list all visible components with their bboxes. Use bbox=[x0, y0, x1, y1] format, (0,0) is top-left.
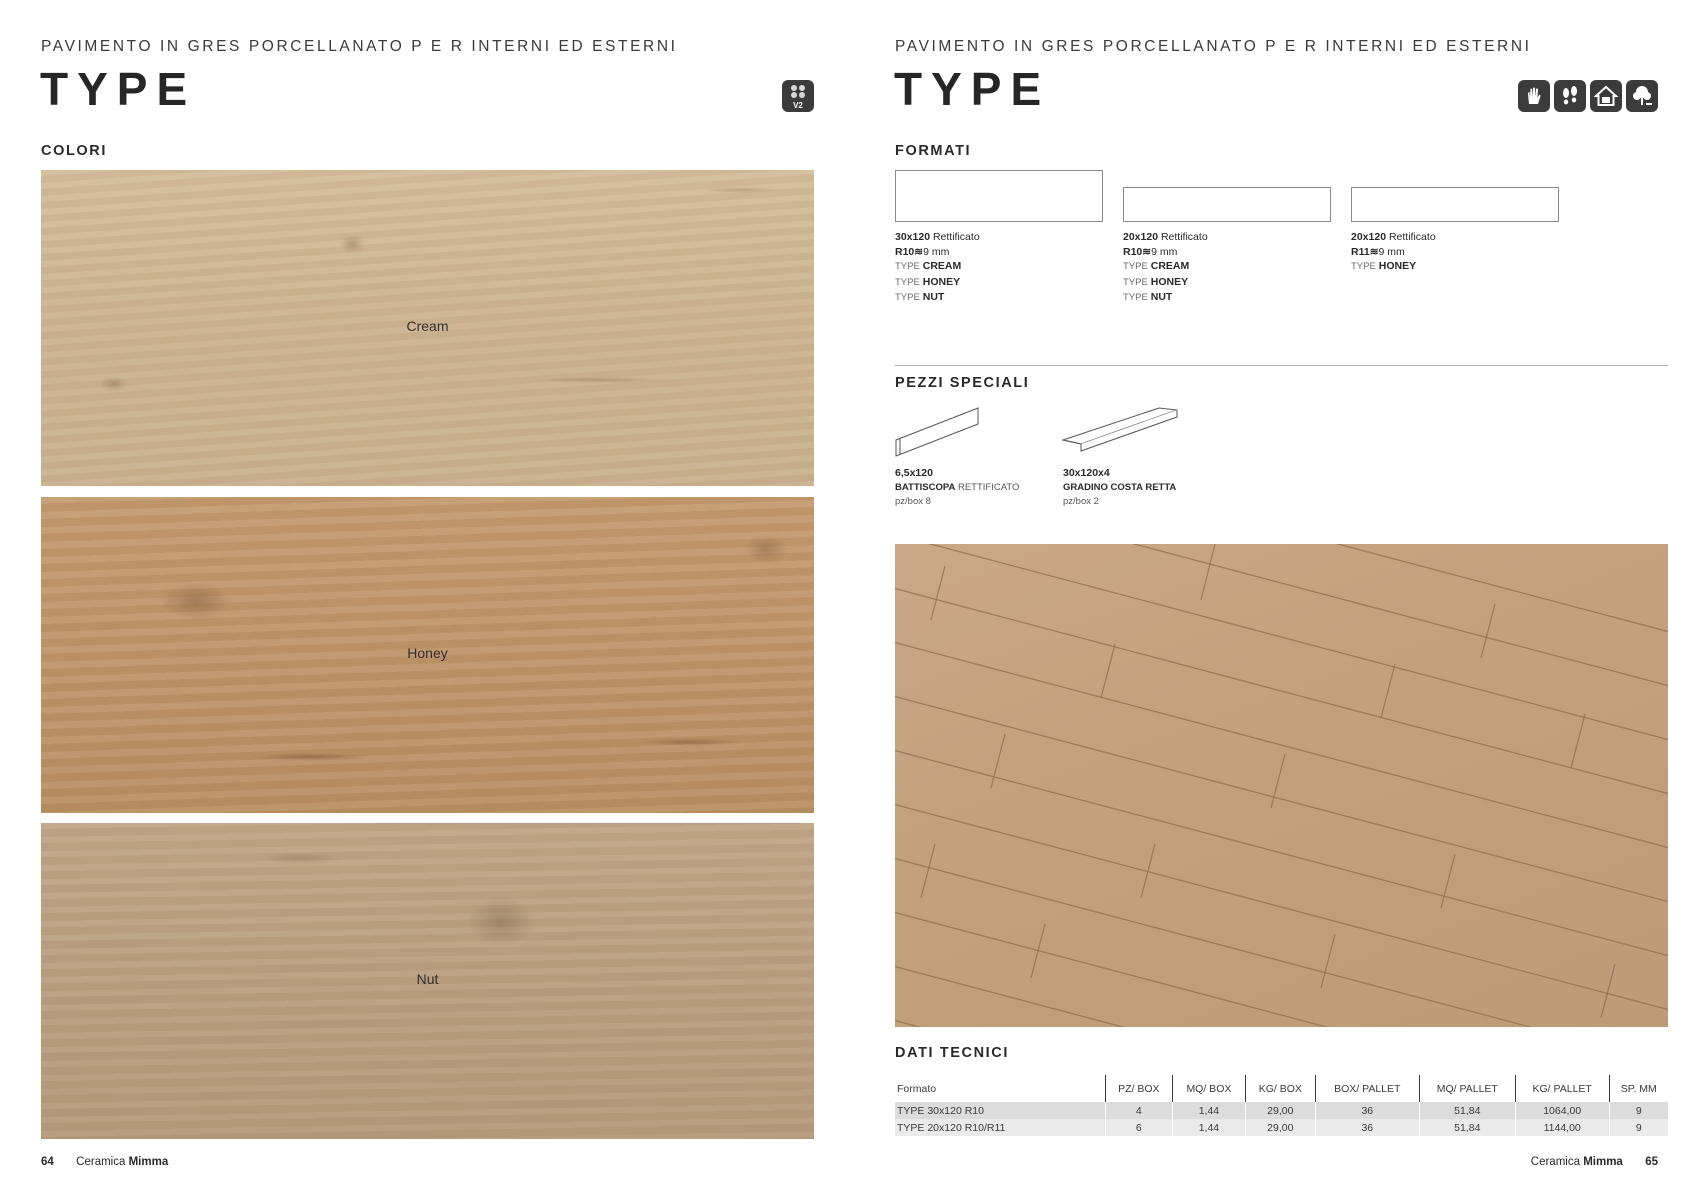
format-finish: Rettificato bbox=[1160, 231, 1208, 243]
slip-rating: R10 bbox=[1123, 245, 1143, 258]
piece-spec bbox=[895, 466, 1019, 510]
table-cell: 1,44 bbox=[1173, 1102, 1246, 1119]
column-header: MQ/ BOX bbox=[1173, 1075, 1246, 1102]
page-subtitle: PAVIMENTO IN GRES PORCELLANATO P E R INTERNI ED ESTERNI bbox=[895, 38, 1532, 55]
format-shape-20x120 bbox=[1123, 187, 1331, 222]
type-name: NUT bbox=[922, 291, 945, 303]
piece-name: BATTISCOPA bbox=[895, 481, 956, 493]
footer-brand: Ceramica bbox=[1530, 1156, 1580, 1168]
table-cell: 36 bbox=[1315, 1102, 1419, 1119]
formati-heading: FORMATI bbox=[895, 143, 972, 159]
type-prefix: TYPE bbox=[895, 276, 920, 288]
page-title: TYPE bbox=[40, 63, 197, 115]
usage-icons bbox=[1518, 80, 1658, 112]
color-variation-icon bbox=[782, 80, 814, 112]
swatch-label: Honey bbox=[407, 645, 448, 661]
step-drawing bbox=[1061, 404, 1181, 459]
type-prefix: TYPE bbox=[1123, 261, 1148, 272]
colors-heading: COLORI bbox=[41, 143, 107, 159]
page-footer bbox=[41, 1156, 168, 1168]
format-size: 20x120 bbox=[1351, 231, 1387, 243]
column-header: KG/ PALLET bbox=[1515, 1075, 1609, 1102]
type-prefix: TYPE bbox=[895, 292, 920, 303]
format-spec: 20x120 Rettificato R11≋9 mm TYPE HONEY bbox=[1351, 231, 1436, 272]
column-header: Formato bbox=[897, 1082, 937, 1095]
piece-size: 6,5x120 bbox=[895, 467, 933, 479]
table-row bbox=[895, 1102, 1668, 1119]
table-cell: TYPE 20x120 R10/R11 bbox=[895, 1119, 1105, 1136]
format-finish: Rettificato bbox=[1388, 231, 1436, 243]
table-cell: 9 bbox=[1609, 1102, 1668, 1119]
column-header: MQ/ PALLET bbox=[1419, 1075, 1515, 1102]
thickness: 9 mm bbox=[1151, 245, 1178, 258]
piece-spec bbox=[1063, 466, 1176, 510]
slip-rating: R10 bbox=[895, 245, 915, 258]
type-prefix: TYPE bbox=[1351, 261, 1376, 272]
type-prefix: TYPE bbox=[1123, 292, 1148, 303]
swatch-honey bbox=[41, 497, 814, 813]
page-footer bbox=[1531, 1156, 1658, 1168]
type-name: CREAM bbox=[922, 260, 962, 272]
technical-data-table bbox=[895, 1075, 1668, 1136]
type-name: HONEY bbox=[1150, 275, 1189, 288]
table-cell: 29,00 bbox=[1245, 1102, 1315, 1119]
column-header: PZ/ BOX bbox=[1105, 1075, 1173, 1102]
floor-photo bbox=[895, 544, 1668, 1027]
table-cell: 51,84 bbox=[1419, 1119, 1515, 1136]
hand-icon bbox=[1518, 80, 1550, 112]
piece-pack: pz/box 8 bbox=[895, 496, 931, 507]
swatch-nut bbox=[41, 823, 814, 1139]
slip-rating: R11 bbox=[1351, 245, 1370, 258]
piece-name-rest: RETTIFICATO bbox=[955, 481, 1020, 493]
variation-label: V2 bbox=[793, 101, 803, 110]
type-name: HONEY bbox=[1378, 260, 1417, 272]
footprints-icon bbox=[1554, 80, 1586, 112]
format-size: 20x120 bbox=[1123, 231, 1159, 243]
piece-pack: pz/box 2 bbox=[1063, 496, 1099, 507]
format-spec: 30x120 Rettificato R10≋9 mm TYPE CREAM TYPE HONEY TYPE NUT bbox=[895, 231, 980, 303]
column-header: SP. MM bbox=[1609, 1075, 1668, 1102]
type-prefix: TYPE bbox=[895, 261, 920, 272]
format-spec: 20x120 Rettificato R10≋9 mm TYPE CREAM TYPE HONEY TYPE NUT bbox=[1123, 231, 1208, 303]
column-header: KG/ BOX bbox=[1245, 1075, 1315, 1102]
format-size: 30x120 bbox=[895, 231, 931, 243]
right-page bbox=[850, 0, 1700, 1202]
dati-heading: DATI TECNICI bbox=[895, 1045, 1009, 1061]
page-number: 64 bbox=[41, 1156, 54, 1168]
piece-name: GRADINO COSTA RETTA bbox=[1063, 481, 1177, 493]
page-title: TYPE bbox=[894, 63, 1051, 115]
format-finish: Rettificato bbox=[932, 231, 980, 243]
column-header: BOX/ PALLET bbox=[1315, 1075, 1419, 1102]
type-name: CREAM bbox=[1150, 260, 1190, 272]
thickness: 9 mm bbox=[923, 245, 950, 258]
type-name: HONEY bbox=[922, 275, 961, 288]
footer-brand: Ceramica bbox=[76, 1156, 126, 1168]
table-row bbox=[895, 1119, 1668, 1136]
format-shape-30x120 bbox=[895, 170, 1103, 222]
swatch-label: Cream bbox=[406, 318, 449, 334]
type-name: NUT bbox=[1150, 291, 1173, 303]
table-cell: 6 bbox=[1105, 1119, 1173, 1136]
table-cell: 9 bbox=[1609, 1119, 1668, 1136]
table-cell: 1064,00 bbox=[1515, 1102, 1609, 1119]
skirting-drawing bbox=[894, 404, 984, 459]
table-cell: 51,84 bbox=[1419, 1102, 1515, 1119]
table-cell: 1,44 bbox=[1173, 1119, 1246, 1136]
table-cell: 1144,00 bbox=[1515, 1119, 1609, 1136]
table-cell: 29,00 bbox=[1245, 1119, 1315, 1136]
piece-size: 30x120x4 bbox=[1063, 467, 1110, 479]
table-header-row bbox=[895, 1075, 1668, 1102]
page-number: 65 bbox=[1645, 1156, 1658, 1168]
footer-brand-bold: Mimma bbox=[128, 1156, 169, 1168]
pezzi-heading: PEZZI SPECIALI bbox=[895, 375, 1030, 391]
footer-brand-bold: Mimma bbox=[1583, 1156, 1623, 1168]
table-cell: 4 bbox=[1105, 1102, 1173, 1119]
type-prefix: TYPE bbox=[1123, 276, 1148, 288]
thickness: 9 mm bbox=[1378, 245, 1405, 258]
page-subtitle: PAVIMENTO IN GRES PORCELLANATO P E R INTERNI ED ESTERNI bbox=[41, 38, 678, 55]
table-cell: TYPE 30x120 R10 bbox=[895, 1102, 1105, 1119]
house-icon bbox=[1590, 80, 1622, 112]
format-shape-20x120-r11 bbox=[1351, 187, 1559, 222]
table-cell: 36 bbox=[1315, 1119, 1419, 1136]
tree-icon bbox=[1626, 80, 1658, 112]
divider bbox=[895, 365, 1668, 366]
swatch-label: Nut bbox=[416, 971, 439, 987]
swatch-cream bbox=[41, 170, 814, 486]
